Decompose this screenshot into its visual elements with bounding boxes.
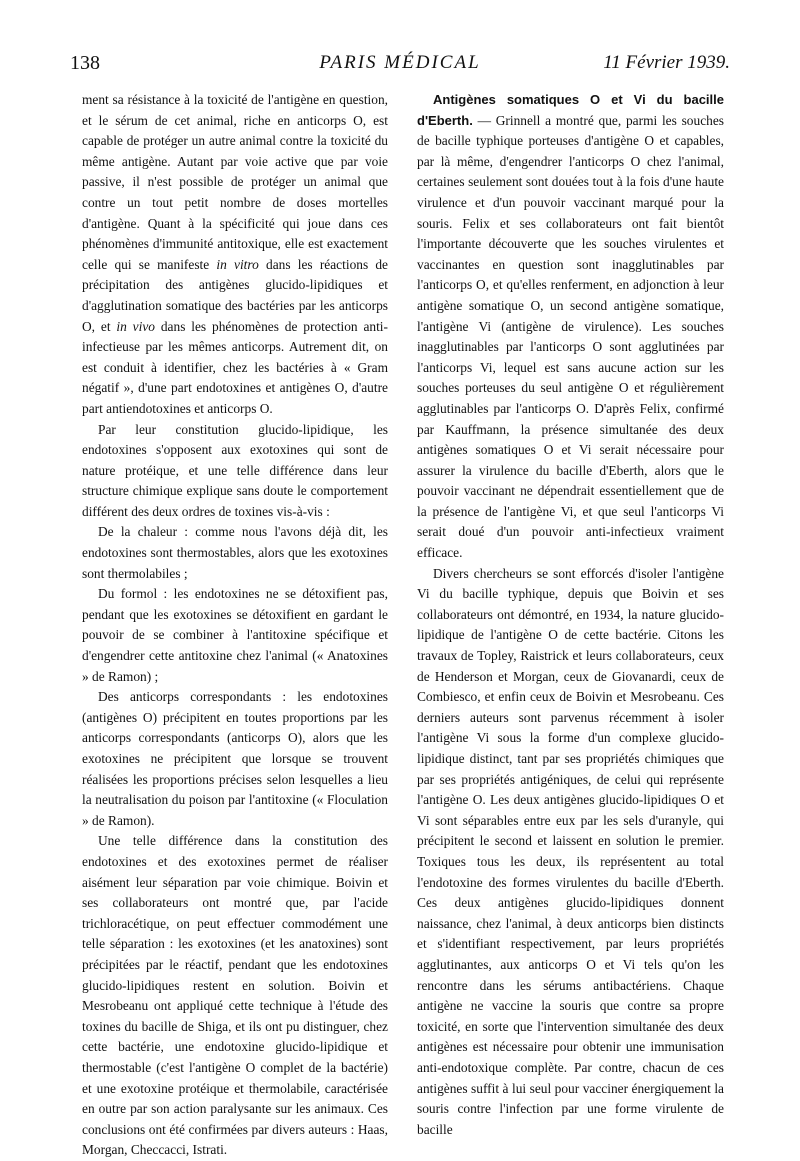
paragraph: [417, 90, 724, 564]
italic-text: in vitro: [216, 256, 259, 272]
right-column: [417, 90, 724, 1140]
italic-text: in vivo: [116, 318, 155, 334]
page-header: [70, 52, 730, 82]
journal-title: PARIS MÉDICAL: [319, 52, 481, 73]
text-run: ment sa résistance à la toxicité de l'antigène en question, et le sérum de cet animal, riche en anticorps O, est capable de protéger un autre animal contre la toxicité du même antigène. Autant par voie active que par voie passive, il n'est possible de protéger un animal que contre un tout petit nombre de doses mortelles d'antigène. Quant à la spécificité qui joue dans ces phénomènes d'immunité antitoxique, elle est exactement celle qui se manifeste: [82, 92, 388, 272]
section-heading: Antigènes somatiques O et Vi du bacille d'Eberth.: [417, 92, 724, 128]
paragraph: [82, 90, 388, 420]
paragraph: Des anticorps correspondants : les endotoxines (antigènes O) précipitent en toutes proportions par les anticorps correspondants (anticorps O), alors que les exotoxines ne précipitent que lorsque se trouvent réalisées les proportions précises selon lesquelles a lieu la neutralisation du poison par l'antitoxine (« Floculation » de Ramon).: [82, 689, 388, 828]
paragraph: De la chaleur : comme nous l'avons déjà dit, les endotoxines sont thermostables, alors que les exotoxines sont thermolabiles ;: [82, 524, 388, 581]
paragraph: Une telle différence dans la constitution des endotoxines et des exotoxines permet de réaliser aisément leur séparation par voie chimique. Boivin et ses collaborateurs ont montré que, par l'acide trichloracétique, on peut effectuer commodément une telle séparation : les exotoxines (et les anatoxines) sont précipitées par le réactif, pendant que les endotoxines glucido-lipidiques restent en solution. Boivin et Mesrobeanu ont appliqué cette technique à l'étude des toxines du bacille de Shiga, et ils ont pu distinguer, chez cette bactérie, une endotoxine glucido-lipidique et thermostable (c'est l'antigène O complet de la bactérie) et une exotoxine protéique et thermolabile, caractérisée en outre par son action paralysante sur les animaux. Ces conclusions ont été confirmées par divers auteurs : Haas, Morgan, Checcacci, Istrati.: [82, 833, 388, 1158]
page-number: 138: [70, 52, 100, 74]
paragraph: Du formol : les endotoxines ne se détoxifient pas, pendant que les exotoxines se détoxifient en gardant le pouvoir de se combiner à l'antitoxine spécifique et d'engendrer cette antitoxine chez l'animal (« Anatoxines » de Ramon) ;: [82, 586, 388, 684]
paragraph: Par leur constitution glucido-lipidique, les endotoxines s'opposent aux exotoxines qui sont de nature protéique, et une telle différence dans leur structure chimique explique sans doute le comportement différent des deux ordres de toxines vis-à-vis :: [82, 421, 388, 519]
issue-date: 11 Février 1939.: [603, 52, 730, 73]
paragraph: Divers chercheurs se sont efforcés d'isoler l'antigène Vi du bacille typhique, depuis que Boivin et ses collaborateurs ont démontré, en 1934, la nature glucido-lipidique de l'antigène O de cette bactérie. Citons les travaux de Topley, Raistrick et leurs collaborateurs, ceux de Henderson et Morgan, ceux de Giovanardi, ceux de Combiesco, et enfin ceux de Boivin et Mesrobeanu. Ces derniers auteurs sont parvenus récemment à isoler l'antigène Vi sous la forme d'un complexe glucido-lipidique distinct, tant par ses propriétés chimiques que par ses propriétés antigéniques, de celui qui représente l'antigène O. Les deux antigènes glucido-lipidiques O et Vi sont séparables entre eux par les sels d'uranyle, qui précipitent le second et laissent en solution le premier. Toxiques tous les deux, ils représentent au total l'endotoxine des formes virulentes du bacille d'Eberth. Ces deux antigènes glucido-lipidiques donnent naissance, chez l'animal, à deux anticorps bien distincts et s'identifiant respectivement, par leurs propriétés agglutinantes, aux anticorps O et Vi tels qu'on les rencontre dans les sérums antibactériens. Chaque antigène ne vaccine la souris que contre sa propre toxicité, en sorte que l'intervention simultanée des deux antigènes est nécessaire pour obtenir une immunisation anti-endotoxique complète. Par contre, chacun de ces antigènes suffit à lui seul pour vacciner énergiquement la souris contre l'infection par une forme virulente de bacille: [417, 565, 724, 1137]
text-run: dans les réactions de précipitation des antigènes glucido-lipidiques et d'agglutination somatique des bactéries par les anticorps O, et: [82, 256, 389, 334]
text-run: dans les phénomènes de protection anti-infectieuse par les mêmes anticorps. Autrement dit, on est conduit à identifier, chez les bactéries à « Gram négatif », d'une part endotoxines et antigènes O, d'autre part antiendotoxines et anticorps O.: [82, 318, 388, 416]
left-column: [82, 90, 388, 1161]
text-run: — Grinnell a montré que, parmi les souches de bacille typhique porteuses d'antigène O et capables, par là même, d'engendrer l'anticorps O chez l'animal, certaines seulement sont douées tout à la fois d'une haute virulence et d'un pouvoir vaccinant marqué pour la souris. Felix et ses collaborateurs ont fait bientôt l'importante découverte que les souches virulentes et vaccinantes en question sont inagglutinables par l'anticorps O, et qu'elles renferment, en adjonction à leur antigène somatique O, un second antigène somatique, l'antigène Vi (antigène de virulence). Les souches inagglutinables par l'anticorps O sont agglutinées par l'anticorps Vi, lequel est sans aucune action sur les souches porteuses du seul antigène O et régulièrement agglutinables par l'anticorps O. D'après Felix, confirmé par Kauffmann, la présence simultanée des deux antigènes somatiques O et Vi serait nécessaire pour assurer la virulence du bacille d'Eberth, alors que le pouvoir vaccinant ne dépendrait essentiellement que de la présence de l'antigène Vi, et que seul l'anticorps Vi serait doué d'un pouvoir anti-infectieux vraiment efficace.: [417, 112, 724, 561]
